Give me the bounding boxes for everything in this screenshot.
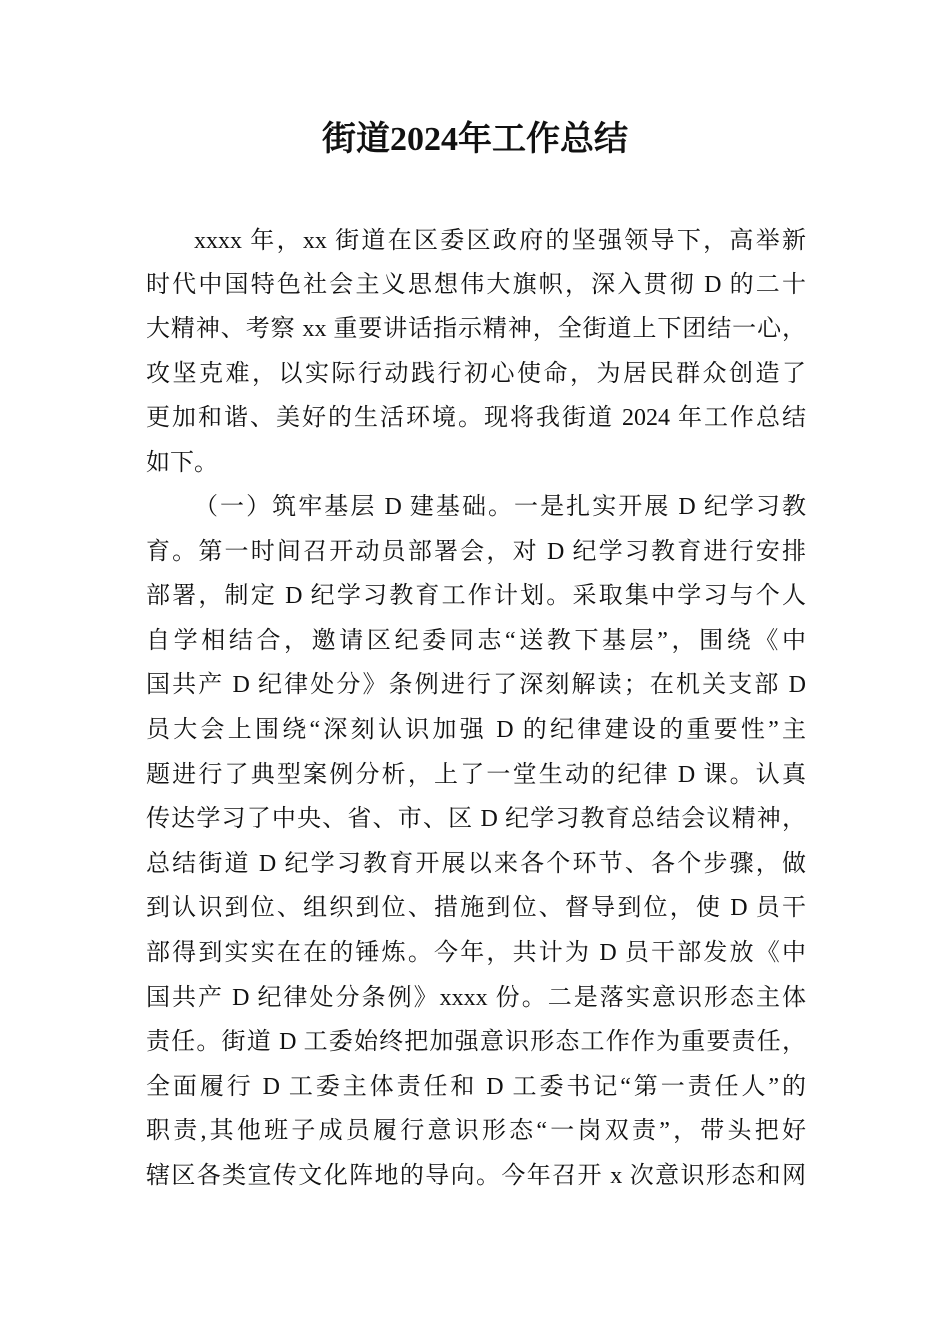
- document-title: 街道2024年工作总结: [322, 121, 628, 158]
- paragraph-2-line: 部得到实实在在的锤炼。今年，共计为 D 员干部发放《中: [146, 940, 806, 966]
- paragraph-2-line: 员大会上围绕“深刻认识加强 D 的纪律建设的重要性”主: [146, 717, 806, 743]
- paragraph-1-line: 更加和谐、美好的生活环境。现将我街道 2024 年工作总结: [146, 405, 806, 431]
- paragraph-2-line: 辖区各类宣传文化阵地的导向。今年召开 x 次意识形态和网: [146, 1163, 806, 1189]
- paragraph-2-line: 全面履行 D 工委主体责任和 D 工委书记“第一责任人”的: [146, 1073, 806, 1100]
- paragraph-2-line: 国共产 D 纪律处分条例》xxxx 份。二是落实意识形态主体: [146, 984, 806, 1011]
- paragraph-2-line: 职责,其他班子成员履行意识形态“一岗双责”，带头把好: [146, 1118, 806, 1145]
- paragraph-1-line: 攻坚克难，以实际行动践行初心使命，为居民群众创造了: [146, 361, 806, 387]
- paragraph-2-line: （一）筑牢基层 D 建基础。一是扎实开展 D 纪学习教: [194, 494, 806, 520]
- paragraph-2-line: 到认识到位、组织到位、措施到位、督导到位，使 D 员干: [146, 895, 806, 922]
- paragraph-2-line: 总结街道 D 纪学习教育开展以来各个环节、各个步骤，做: [146, 850, 806, 877]
- paragraph-2-line: 责任。街道 D 工委始终把加强意识形态工作作为重要责任，: [146, 1029, 806, 1056]
- paragraph-1-line: 大精神、考察 xx 重要讲话指示精神，全街道上下团结一心，: [146, 316, 806, 342]
- paragraph-2-line: 传达学习了中央、省、市、区 D 纪学习教育总结会议精神，: [146, 806, 806, 833]
- paragraph-2-line: 题进行了典型案例分析，上了一堂生动的纪律 D 课。认真: [146, 761, 806, 788]
- paragraph-1-line: 如下。: [146, 450, 218, 476]
- paragraph-2-line: 自学相结合，邀请区纪委同志“送教下基层”，围绕《中: [146, 627, 806, 654]
- paragraph-2-line: 育。第一时间召开动员部署会，对 D 纪学习教育进行安排: [146, 538, 806, 565]
- paragraph-2-line: 部署，制定 D 纪学习教育工作计划。采取集中学习与个人: [146, 583, 806, 610]
- paragraph-2-line: 国共产 D 纪律处分》条例进行了深刻解读；在机关支部 D: [146, 672, 806, 699]
- paragraph-1-line: xxxx 年，xx 街道在区委区政府的坚强领导下，高举新: [194, 228, 806, 254]
- paragraph-1-line: 时代中国特色社会主义思想伟大旗帜，深入贯彻 D 的二十: [146, 272, 806, 298]
